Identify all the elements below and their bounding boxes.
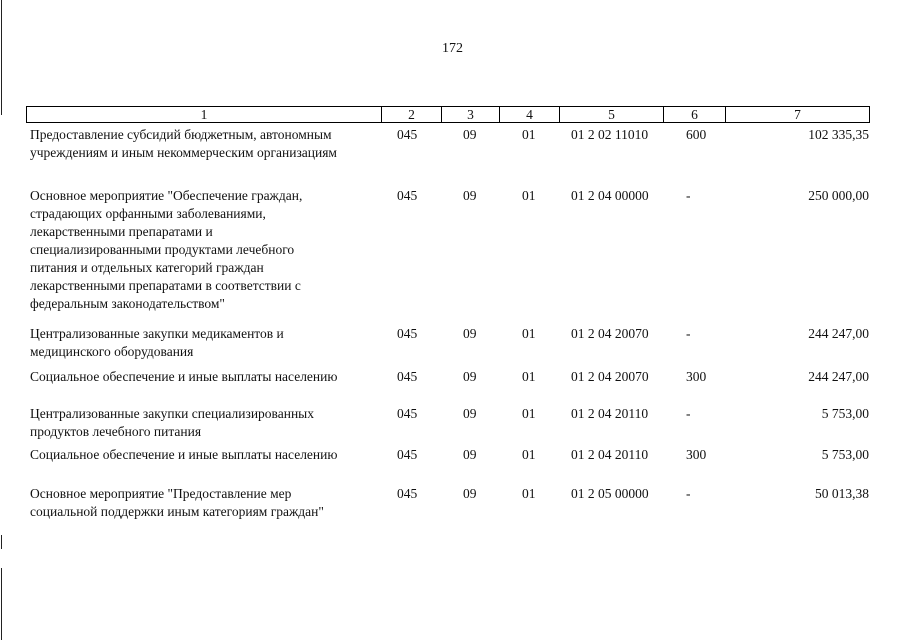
row-name (30, 368, 385, 386)
scan-edge-mark (1, 535, 2, 549)
target-article-code: 01 2 04 20110 (571, 447, 649, 462)
amount-value: 250 000,00 (808, 188, 869, 203)
row-name-line: социальной поддержки иным категориям граждан" (30, 504, 324, 519)
amount-value: 5 753,00 (821, 406, 869, 421)
row-name (30, 485, 385, 521)
expense-type-code: 300 (686, 447, 707, 462)
target-article-code: 01 2 04 00000 (571, 188, 649, 203)
subsection-code: 01 (522, 188, 536, 203)
expense-type-code: - (686, 188, 691, 203)
section-code: 09 (463, 369, 477, 384)
row-name (30, 446, 385, 464)
row-name-line: Централизованные закупки медикаментов и (30, 326, 284, 341)
section-code: 09 (463, 326, 477, 341)
amount-value: 102 335,35 (808, 127, 869, 142)
subsection-code: 01 (522, 406, 536, 421)
section-code: 09 (463, 188, 477, 203)
expense-type-code: - (686, 326, 691, 341)
section-code: 09 (463, 406, 477, 421)
subsection-code: 01 (522, 127, 536, 142)
column-header-5: 5 (559, 106, 663, 123)
amount-value: 50 013,38 (815, 486, 869, 501)
row-name-line: Основное мероприятие "Обеспечение граждан, (30, 188, 303, 203)
target-article-code: 01 2 04 20110 (571, 406, 649, 421)
row-name-line: федеральным законодательством" (30, 296, 225, 311)
row-name-line: продуктов лечебного питания (30, 424, 202, 439)
ministry-code: 045 (397, 447, 418, 462)
row-name-line: специализированными продуктами лечебного (30, 242, 295, 257)
target-article-code: 01 2 02 11010 (571, 127, 649, 142)
target-article-code: 01 2 05 00000 (571, 486, 649, 501)
expense-type-code: 300 (686, 369, 707, 384)
row-name (30, 325, 385, 361)
subsection-code: 01 (522, 447, 536, 462)
ministry-code: 045 (397, 369, 418, 384)
subsection-code: 01 (522, 369, 536, 384)
row-name-line: Социальное обеспечение и иные выплаты населению (30, 447, 338, 462)
section-code: 09 (463, 486, 477, 501)
section-code: 09 (463, 127, 477, 142)
expense-type-code: - (686, 486, 691, 501)
subsection-code: 01 (522, 486, 536, 501)
row-name (30, 187, 385, 313)
row-name-line: учреждениям и иным некоммерческим организациям (30, 145, 337, 160)
scan-edge-mark (1, 568, 2, 640)
ministry-code: 045 (397, 326, 418, 341)
ministry-code: 045 (397, 127, 418, 142)
row-name-line: лекарственными препаратами и (30, 224, 213, 239)
column-header-1: 1 (26, 106, 381, 123)
amount-value: 244 247,00 (808, 369, 869, 384)
row-name-line: Централизованные закупки специализированных (30, 406, 315, 421)
column-header-7: 7 (725, 106, 870, 123)
ministry-code: 045 (397, 406, 418, 421)
column-header-3: 3 (441, 106, 499, 123)
row-name (30, 405, 385, 441)
amount-value: 244 247,00 (808, 326, 869, 341)
column-header-2: 2 (381, 106, 441, 123)
row-name (30, 126, 385, 162)
target-article-code: 01 2 04 20070 (571, 326, 649, 341)
ministry-code: 045 (397, 486, 418, 501)
row-name-line: Социальное обеспечение и иные выплаты населению (30, 369, 338, 384)
expense-type-code: 600 (686, 127, 707, 142)
expense-type-code: - (686, 406, 691, 421)
ministry-code: 045 (397, 188, 418, 203)
scan-edge-mark (1, 0, 2, 115)
amount-value: 5 753,00 (821, 447, 869, 462)
column-header-6: 6 (663, 106, 725, 123)
subsection-code: 01 (522, 326, 536, 341)
row-name-line: страдающих орфанными заболеваниями, (30, 206, 266, 221)
column-header-4: 4 (499, 106, 559, 123)
row-name-line: питания и отдельных категорий граждан (30, 260, 264, 275)
row-name-line: медицинского оборудования (30, 344, 194, 359)
section-code: 09 (463, 447, 477, 462)
page-number: 172 (442, 41, 463, 56)
row-name-line: Предоставление субсидий бюджетным, автономным (30, 127, 332, 142)
target-article-code: 01 2 04 20070 (571, 369, 649, 384)
row-name-line: Основное мероприятие "Предоставление мер (30, 486, 292, 501)
row-name-line: лекарственными препаратами в соответствии с (30, 278, 301, 293)
